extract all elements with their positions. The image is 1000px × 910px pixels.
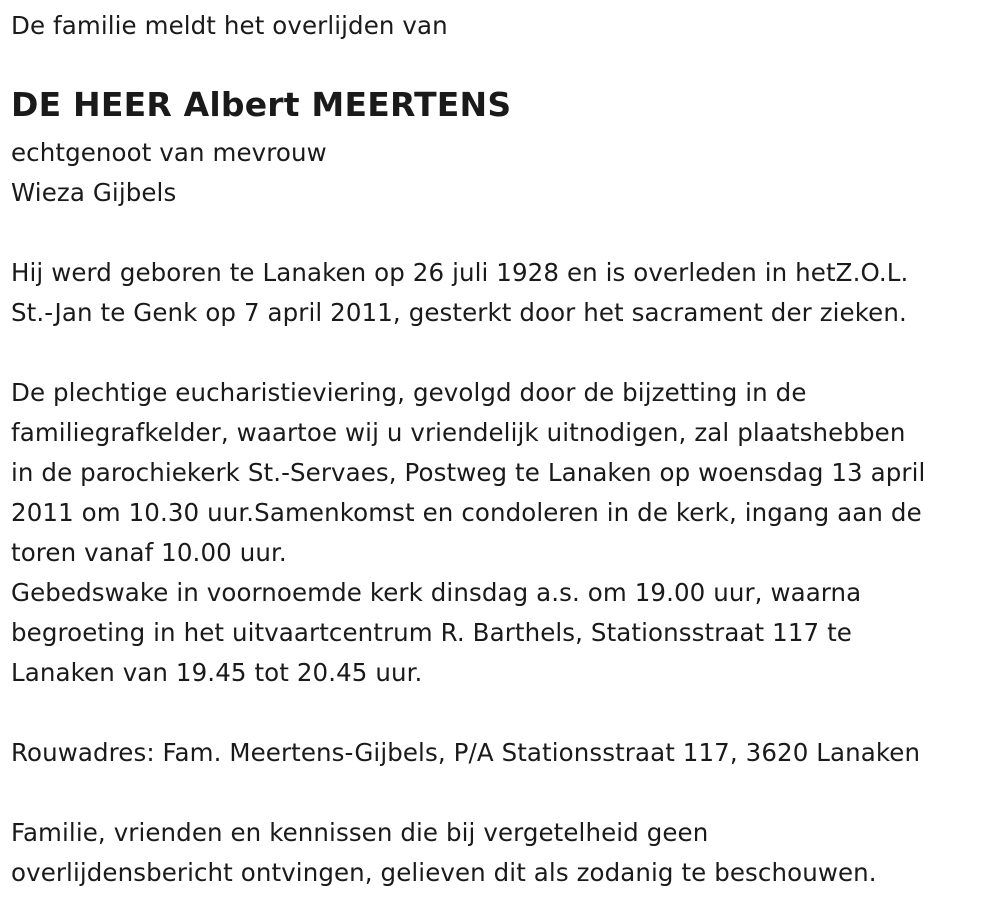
funeral-line: in de parochiekerk St.-Servaes, Postweg te Lanaken op woensdag 13 april xyxy=(11,458,926,487)
birth-death-paragraph xyxy=(11,253,908,333)
closing-line: overlijdensbericht ontvingen, gelieven dit als zodanig te beschouwen. xyxy=(11,858,877,887)
intro-text: De familie meldt het overlijden van xyxy=(11,11,448,40)
address-paragraph xyxy=(11,733,920,773)
funeral-line: 2011 om 10.30 uur.Samenkomst en condoleren in de kerk, ingang aan de xyxy=(11,498,922,527)
address-line: Rouwadres: Fam. Meertens-Gijbels, P/A Stationsstraat 117, 3620 Lanaken xyxy=(11,738,921,767)
funeral-line: familiegrafkelder, waartoe wij u vriendelijk uitnodigen, zal plaatshebben xyxy=(11,418,906,447)
funeral-line: Gebedswake in voornoemde kerk dinsdag a.s. om 19.00 uur, waarna xyxy=(11,578,862,607)
funeral-line: De plechtige eucharistieviering, gevolgd door de bijzetting in de xyxy=(11,378,807,407)
funeral-line: toren vanaf 10.00 uur. xyxy=(11,538,287,567)
birth-death-line: Hij werd geboren te Lanaken op 26 juli 1928 en is overleden in hetZ.O.L. xyxy=(11,258,909,287)
spouse-paragraph xyxy=(11,133,327,213)
closing-paragraph xyxy=(11,813,877,893)
birth-death-line: St.-Jan te Genk op 7 april 2011, gesterkt door het sacrament der zieken. xyxy=(11,298,907,327)
funeral-paragraph xyxy=(11,373,925,693)
funeral-line: begroeting in het uitvaartcentrum R. Barthels, Stationsstraat 117 te xyxy=(11,618,852,647)
spouse-line: echtgenoot van mevrouw xyxy=(11,138,327,167)
funeral-line: Lanaken van 19.45 tot 20.45 uur. xyxy=(11,658,423,687)
closing-line: Familie, vrienden en kennissen die bij vergetelheid geen xyxy=(11,818,709,847)
deceased-name: DE HEER Albert MEERTENS xyxy=(11,85,512,124)
spouse-line: Wieza Gijbels xyxy=(11,178,177,207)
